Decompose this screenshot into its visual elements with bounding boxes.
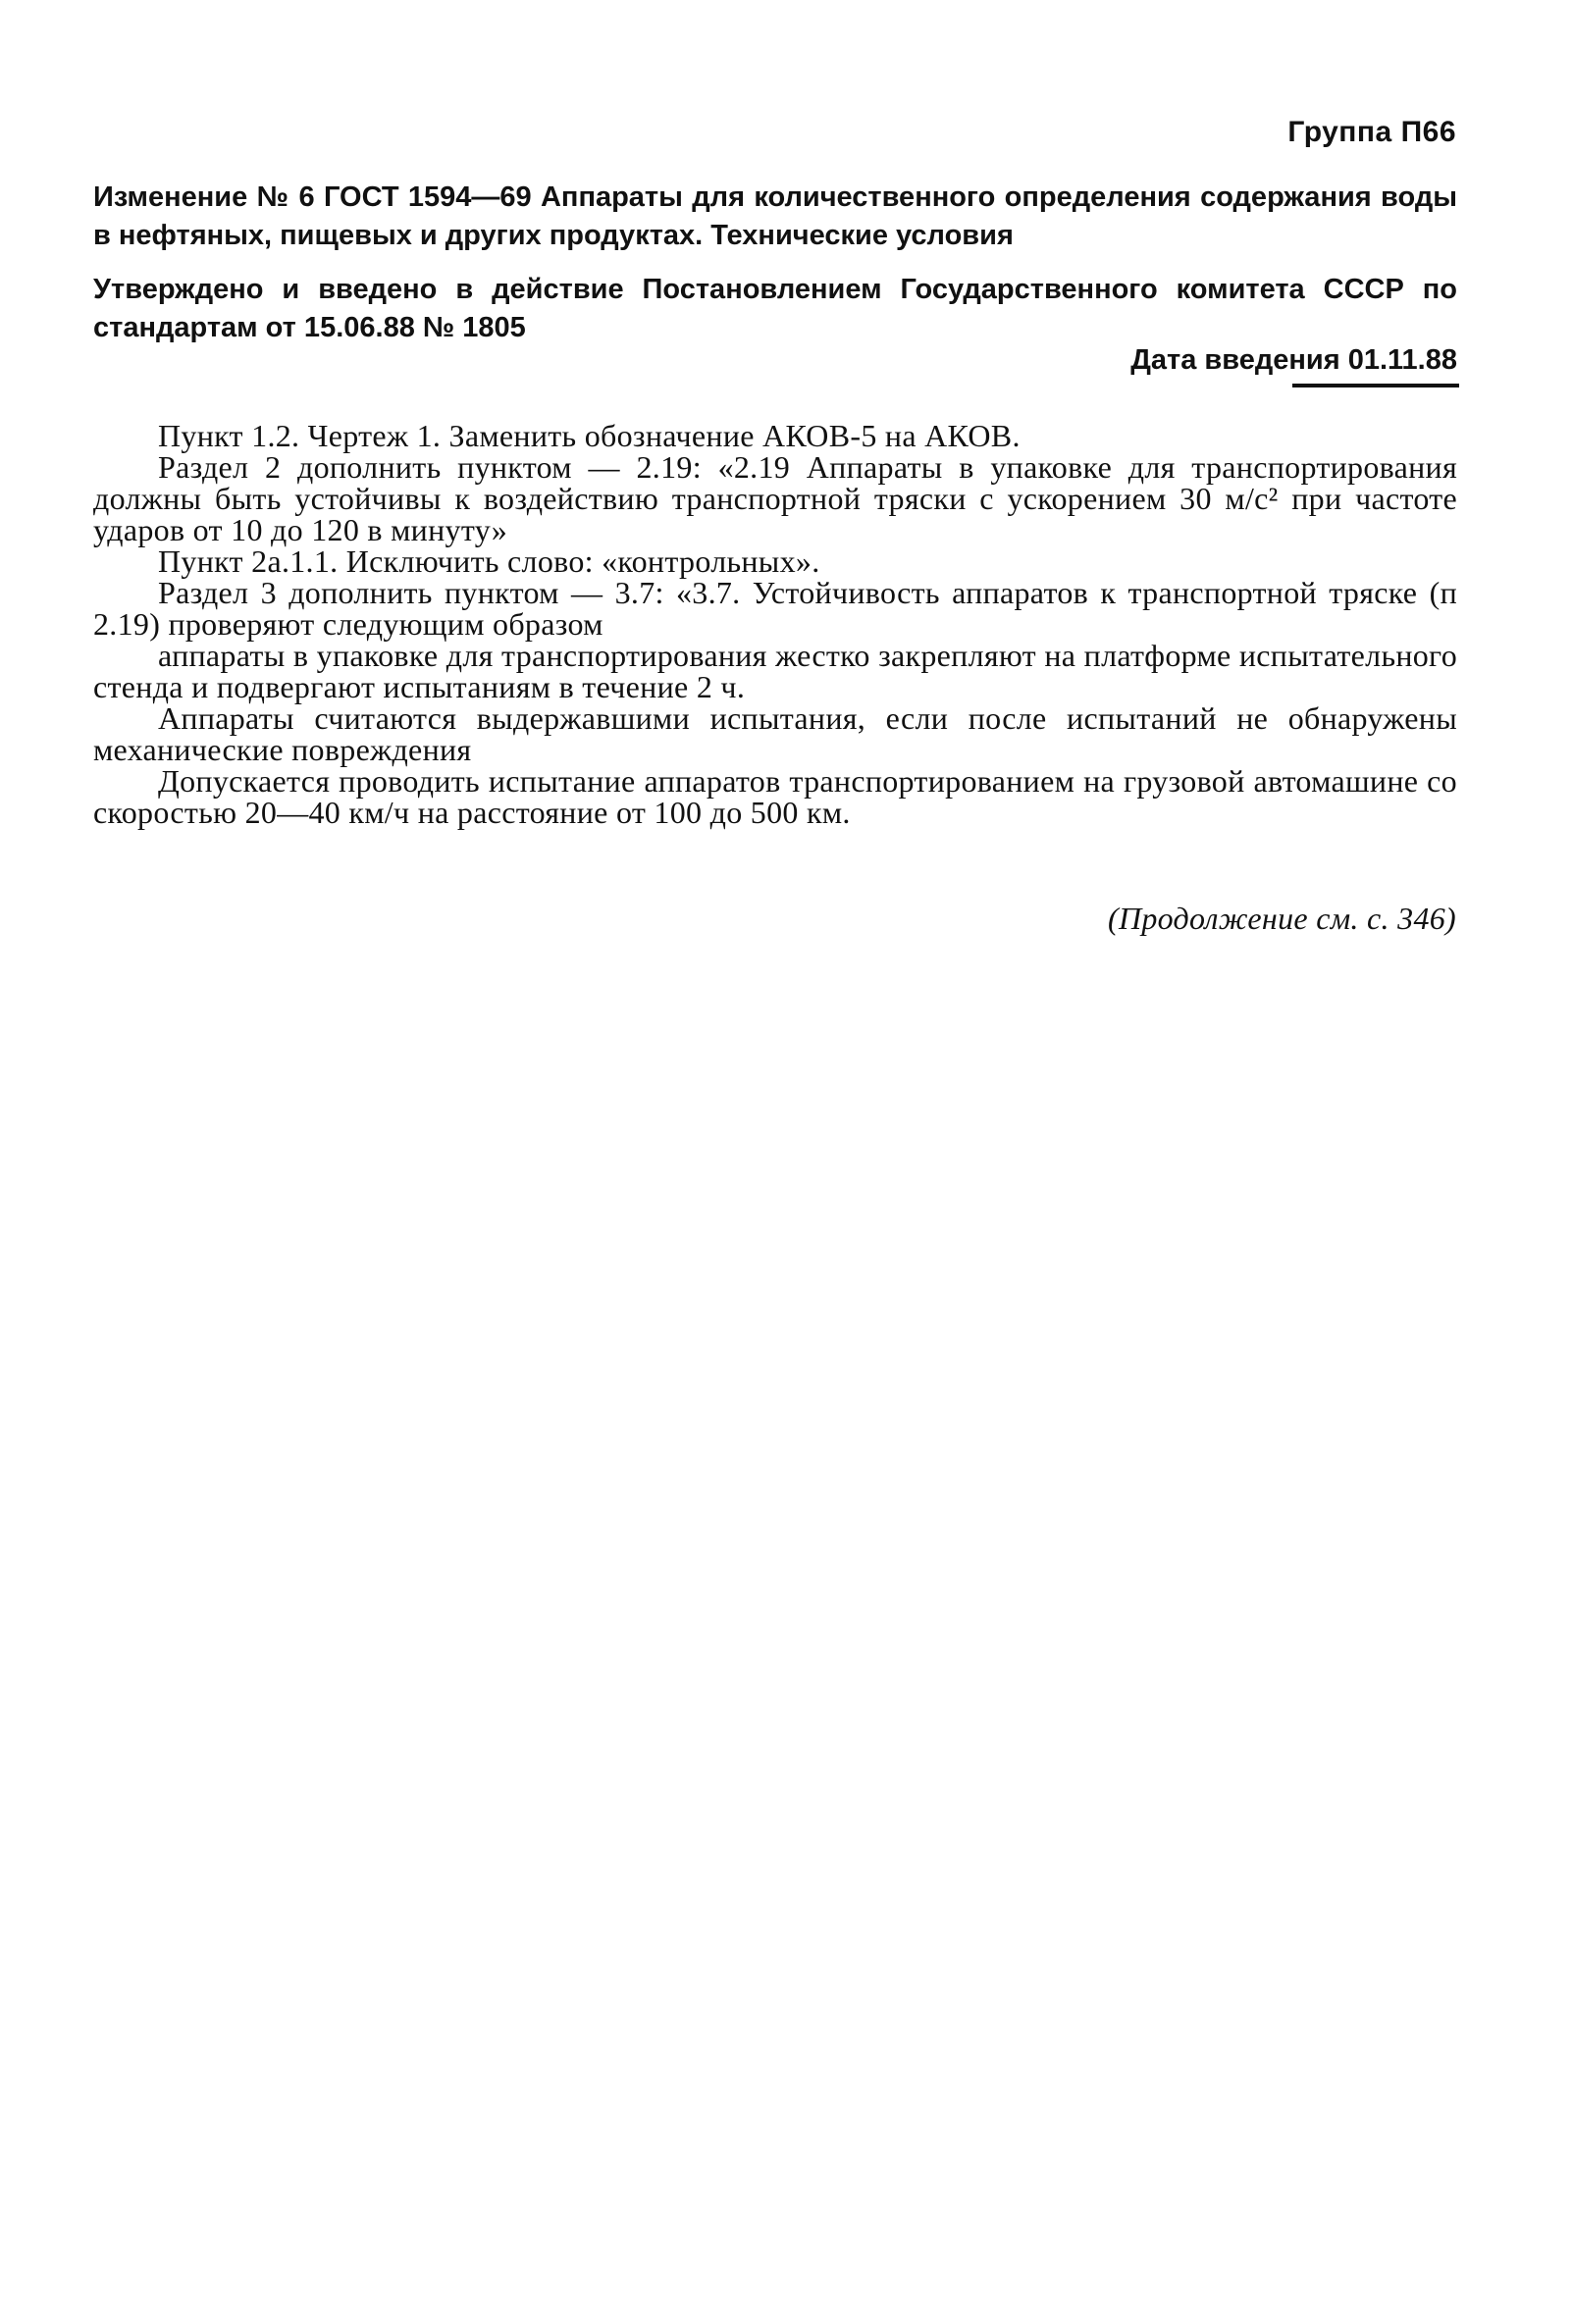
approval-statement: Утверждено и введено в действие Постановлением Государственного комитета СССР по стандартам от 15.06.88 № 1805	[93, 274, 1457, 343]
introduction-date-label: Дата введения	[1130, 344, 1340, 376]
paragraph-point-1-2: Пункт 1.2. Чертеж 1. Заменить обозначение АКОВ-5 на АКОВ.	[158, 418, 1021, 453]
introduction-date	[1130, 341, 1457, 380]
paragraph-section-2: Раздел 2 дополнить пунктом — 2.19: «2.19 Аппараты в упаковке для транспортирования должны быть устойчивы к воздействию транспортной тряски с ускорением 30 м/с² при частоте ударов от 10 до 120 в минуту»	[93, 449, 1457, 547]
amendment-body	[93, 420, 1457, 828]
paragraph-point-2a-1-1: Пункт 2а.1.1. Исключить слово: «контрольных».	[158, 543, 820, 579]
introduction-date-underline	[1292, 384, 1459, 387]
paragraph-test-method: аппараты в упаковке для транспортирования жестко закрепляют на платформе испытательного стенда и подвергают испытаниям в течение 2 ч.	[93, 638, 1457, 704]
change-title: Изменение № 6 ГОСТ 1594—69 Аппараты для количественного определения содержания воды в нефтяных, пищевых и других продуктах. Технические условия	[93, 181, 1457, 251]
paragraph-alternative-test: Допускается проводить испытание аппаратов транспортированием на грузовой автомашине со скоростью 20—40 км/ч на расстояние от 100 до 500 км.	[93, 763, 1457, 830]
paragraph-section-3: Раздел 3 дополнить пунктом — 3.7: «3.7. Устойчивость аппаратов к транспортной тряске (п 2.19) проверяют следующим образом	[93, 575, 1457, 642]
introduction-date-value: 01.11.88	[1347, 344, 1457, 376]
paragraph-pass-criteria: Аппараты считаются выдержавшими испытания, если после испытаний не обнаружены механические повреждения	[93, 700, 1457, 767]
group-code: Группа П66	[1287, 116, 1456, 148]
continuation-note: (Продолжение см. с. 346)	[1108, 901, 1456, 936]
